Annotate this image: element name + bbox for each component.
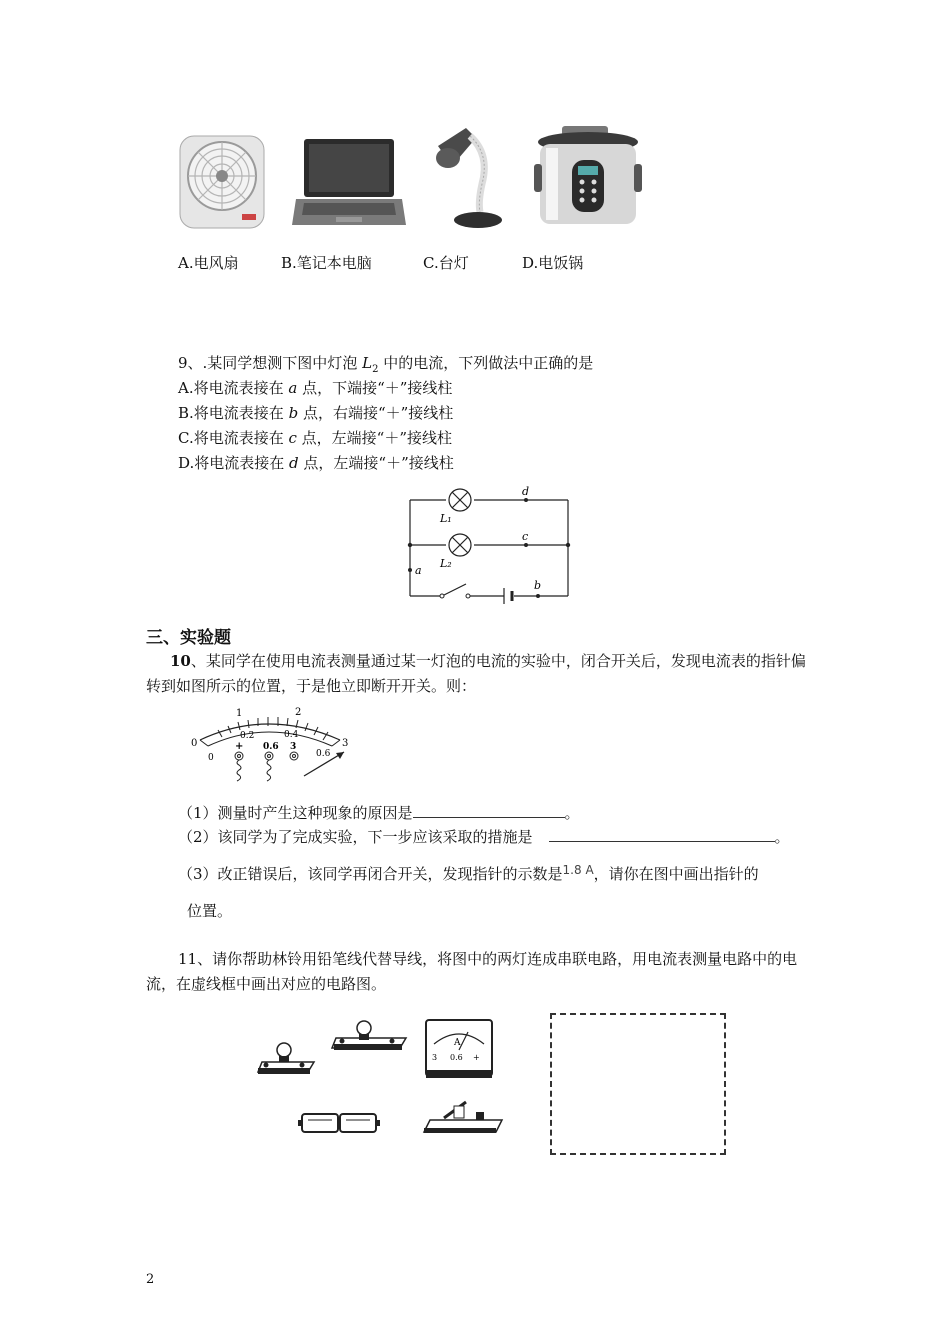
q8-option-a: A.电风扇	[178, 254, 239, 272]
q11-components	[254, 1010, 514, 1140]
point-a-label: a	[415, 564, 422, 577]
point-d-label: d	[522, 485, 530, 498]
terminal-plus-label: +	[235, 741, 244, 752]
upper-scale-1: 1	[236, 708, 243, 719]
ammeter-t3: +	[473, 1053, 480, 1062]
q8-option-c: C.台灯	[423, 254, 469, 272]
q10-stem: 10、某同学在使用电流表测量通过某一灯泡的电流的实验中，闭合开关后，发现电流表的指针偏转到如图所示的位置，于是他立即断开开关。则：	[146, 652, 806, 695]
ammeter-t2: 0.6	[450, 1053, 463, 1062]
q9-option-a: A.将电流表接在 a 点，下端接“＋”接线柱	[178, 379, 453, 397]
q11-stem: 11、请你帮助林铃用铅笔线代替导线，将图中的两灯连成串联电路，用电流表测量电路中的电流，在虚线框中画出对应的电路图。	[146, 950, 798, 993]
section-title: 三、实验题	[146, 628, 231, 648]
label-l2: L₂	[440, 557, 452, 570]
lower-scale-0: 0	[208, 753, 214, 763]
electric-fan-image	[172, 124, 272, 234]
terminal-06-label: 0.6	[263, 742, 279, 752]
point-c-label: c	[522, 530, 529, 543]
terminal-3-label: 3	[290, 742, 297, 752]
q9-option-b: B.将电流表接在 b 点，右端接“＋”接线柱	[178, 404, 454, 422]
lower-scale-04: 0.4	[284, 730, 299, 740]
label-l1: L₁	[440, 512, 452, 525]
q8-option-b: B.笔记本电脑	[281, 254, 372, 272]
q9-option-d: D.将电流表接在 d 点，左端接“＋”接线柱	[178, 454, 454, 472]
ammeter-t1: 3	[432, 1053, 438, 1062]
answer-blank-1[interactable]	[413, 803, 565, 818]
q10-sub1: （1）测量时产生这种现象的原因是 。	[178, 804, 580, 822]
ammeter-dial	[186, 702, 356, 784]
ammeter-unit: A	[454, 1038, 461, 1048]
battery-pack[interactable]	[298, 1114, 380, 1132]
bulb-holder-1[interactable]	[332, 1021, 406, 1050]
q10-sub3-cont: 位置。	[187, 902, 233, 920]
rice-cooker-image	[532, 124, 644, 234]
q9-stem: 9、.某同学想测下图中灯泡 $L_2$ 中的电流，下列做法中正确的是	[178, 354, 594, 375]
lower-scale-02: 0.2	[240, 731, 255, 741]
upper-scale-2: 2	[295, 707, 302, 718]
q10-sub2: （2）该同学为了完成实验，下一步应该采取的措施是 。	[178, 828, 790, 846]
upper-scale-3: 3	[342, 738, 349, 749]
q10-sub3: （3）改正错误后，该同学再闭合开关，发现指针的示数是$^{1.8 A}$，请你在图中画出指针的	[178, 863, 759, 883]
q8-option-d: D.电饭锅	[522, 254, 584, 272]
answer-blank-2[interactable]	[549, 827, 775, 842]
ammeter-component[interactable]	[426, 1020, 492, 1078]
upper-scale-0: 0	[191, 738, 198, 749]
reading-value: 1.8 A	[562, 863, 594, 877]
desk-lamp-image	[430, 124, 502, 232]
knife-switch[interactable]	[424, 1102, 502, 1133]
page-number: 2	[146, 1272, 155, 1287]
q9-circuit-diagram	[400, 484, 580, 604]
q9-option-c: C.将电流表接在 c 点，左端接“＋”接线柱	[178, 429, 452, 447]
lower-scale-06: 0.6	[316, 749, 331, 759]
point-b-label: b	[534, 579, 542, 592]
circuit-drawing-box[interactable]	[550, 1013, 726, 1155]
bulb-holder-2[interactable]	[258, 1043, 314, 1074]
laptop-image	[290, 135, 406, 231]
